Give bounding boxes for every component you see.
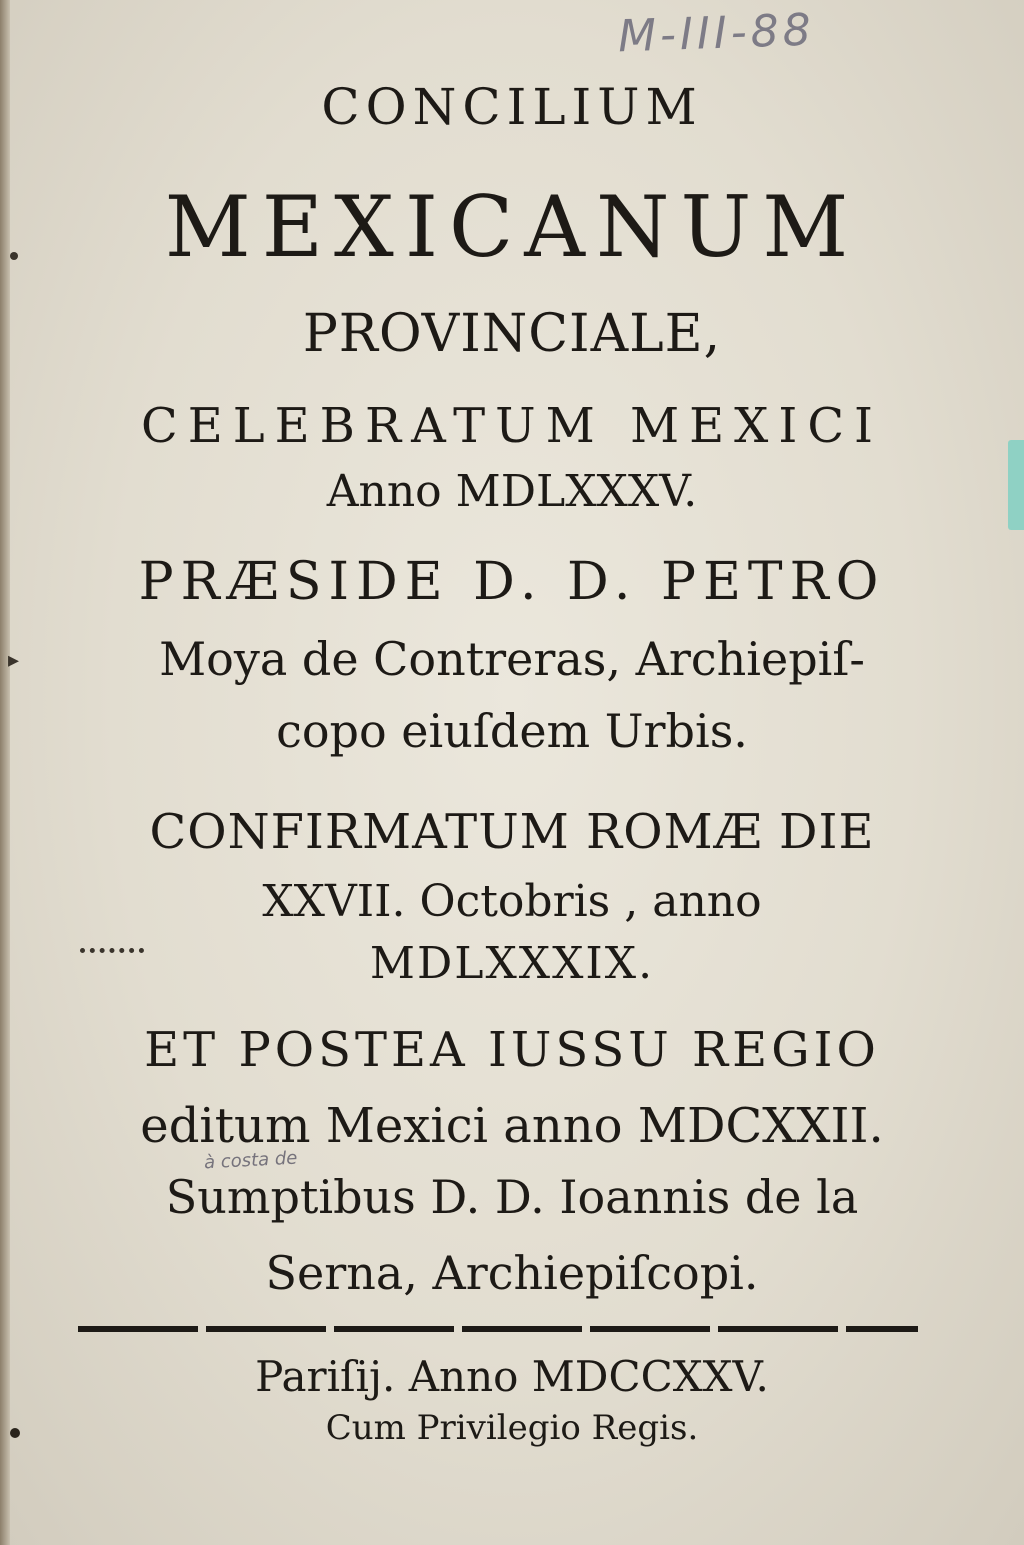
imprint-line-2: Cum Privilegio Regis.: [325, 1408, 699, 1448]
title-line-10: XXVII. Octobris , anno: [262, 876, 762, 927]
title-line-4: CELEBRATUM MEXICI: [140, 398, 883, 454]
title-line-12: ET POSTEA IUSSU REGIO: [144, 1022, 880, 1078]
title-line-5: Anno MDLXXXV.: [326, 466, 698, 517]
title-line-3: PROVINCIALE,: [302, 304, 722, 364]
handwritten-shelfmark: M-III-88: [617, 4, 816, 63]
title-line-1: CONCILIUM: [321, 78, 703, 136]
title-line-11: MDLXXXIX.: [369, 938, 655, 989]
title-line-13: editum Mexici anno MDCXXII.: [140, 1098, 884, 1154]
title-line-2: MEXICANUM: [164, 178, 860, 276]
title-line-9: CONFIRMATUM ROMÆ DIE: [149, 804, 875, 860]
margin-pointer-mark: ▸: [8, 648, 20, 673]
handwritten-annotation: à costa de: [203, 1147, 298, 1174]
title-line-14: Sumptibus D. D. Ioannis de la: [165, 1170, 859, 1224]
margin-dot-mark-lower: [10, 1428, 20, 1438]
title-line-8: copo eiuſdem Urbis.: [276, 704, 748, 758]
title-line-6: PRÆSIDE D. D. PETRO: [138, 552, 886, 612]
imprint-line-1: Pariſij. Anno MDCCXXV.: [255, 1352, 769, 1401]
title-line-7: Moya de Contreras, Archiepiſ-: [159, 632, 865, 686]
margin-dotted-mark: [80, 948, 144, 953]
margin-dot-mark: [10, 252, 18, 260]
dashed-rule-divider: [78, 1326, 918, 1332]
title-line-15: Serna, Archiepiſcopi.: [265, 1246, 759, 1300]
